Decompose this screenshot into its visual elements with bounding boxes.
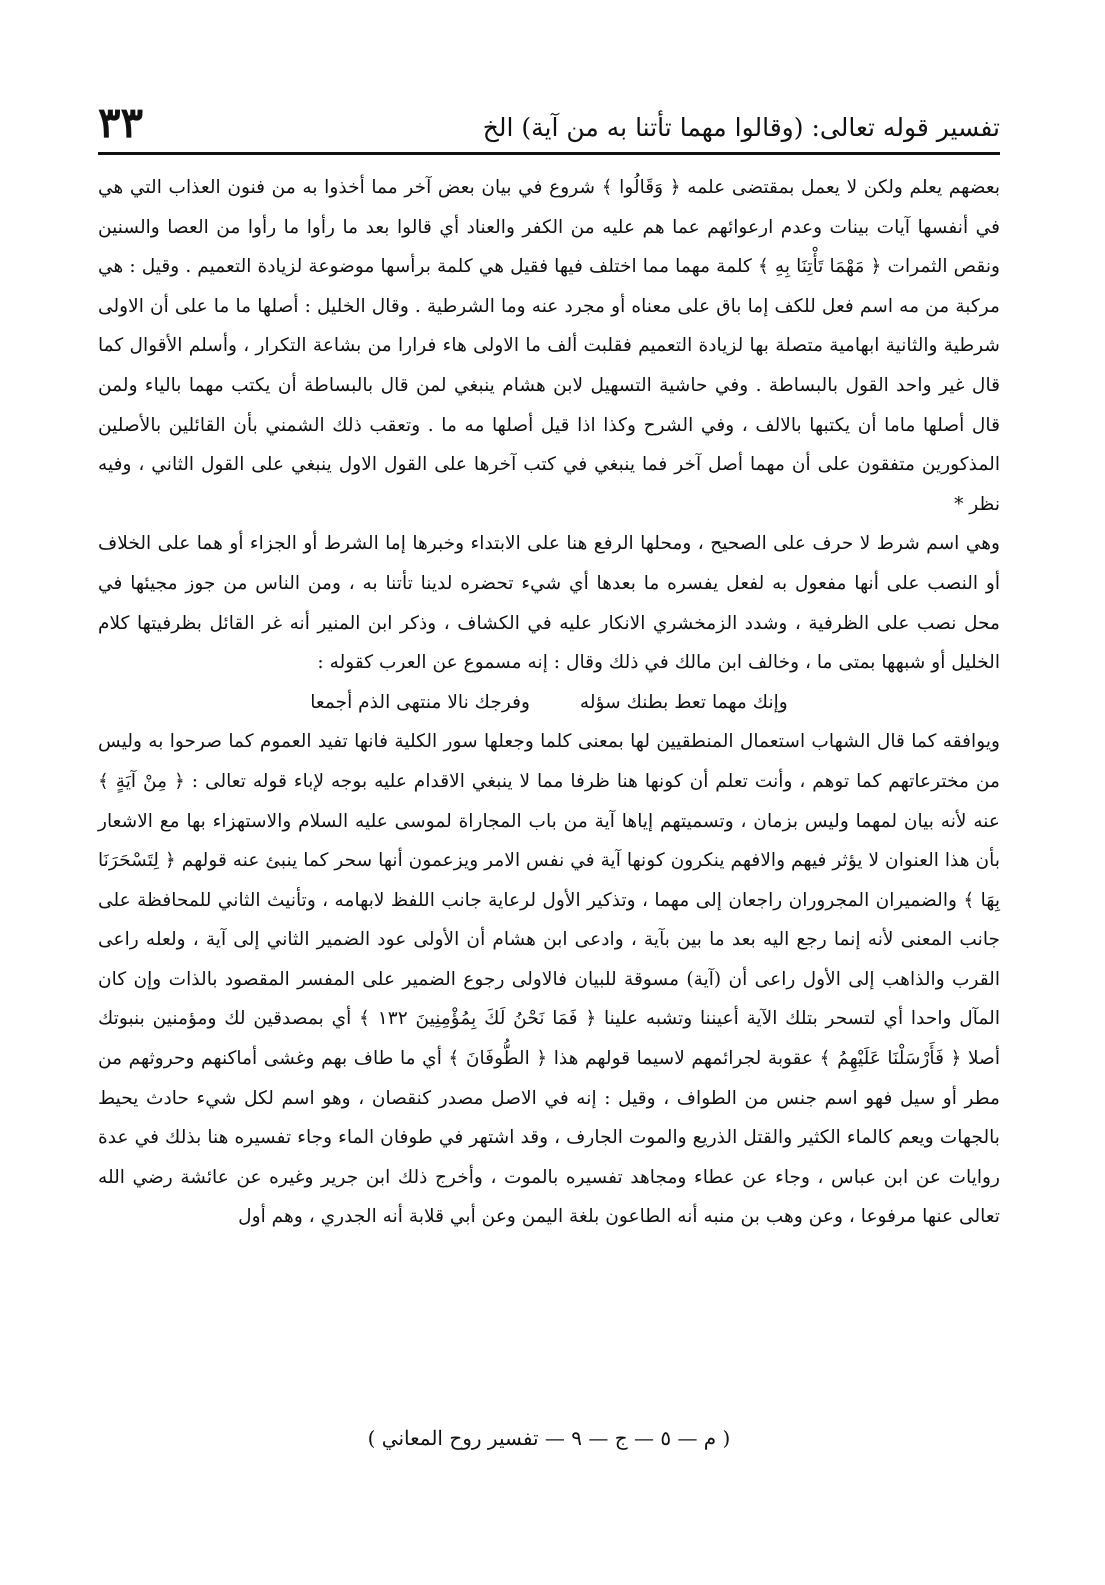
paragraph: ويوافقه كما قال الشهاب استعمال المنطقيين لها بمعنى كلما وجعلها سور الكلية فانها تفيد العموم كما صرحوا به وليس من مخترعاتهم كما توهم ، وأنت تعلم أن كونها هنا ظرفا مما لا ينبغي الاقدام عليه بوجه لإباء قوله تعالى : ﴿ مِنْ آيَةٍ ﴾ عنه لأنه بيان لمهما وليس بزمان ، وتسميتهم إياها آية من باب المجاراة لموسى عليه السلام والاستهزاء بها مع الاشعار بأن هذا العنوان لا يؤثر فيهم والافهم ينكرون كونها آية في نفس الامر ويزعمون أنها سحر كما ينبئ عنه قولهم ﴿ لِتَسْحَرَنَا بِهَا ﴾ والضميران المجروران راجعان إلى مهما ، وتذكير الأول لرعاية جانب اللفظ لابهامه ، وتأنيث الثاني للمحافظة على جانب المعنى لأنه إنما رجع اليه بعد ما بين بآية ، وادعى ابن هشام أن الأولى عود الضمير الثاني إلى آية ، ولعله راعى القرب والذاهب إلى الأول راعى أن (آية) مسوقة للبيان فالاولى رجوع الضمير على المفسر المقصود بالذات وإن كان المآل واحدا أي لتسحر بتلك الآية أعيننا وتشبه علينا ﴿ فَمَا نَحْنُ لَكَ بِمُؤْمِنِينَ ١٣٢ ﴾ أي بمصدقين لك ومؤمنين بنبوتك أصلا ﴿ فَأَرْسَلْنَا عَلَيْهِمُ ﴾ عقوبة لجرائمهم لاسيما قولهم هذا ﴿ الطُّوفَانَ ﴾ أي ما طاف بهم وغشى أماكنهم وحروثهم من مطر أو سيل فهو اسم جنس من الطواف ، وقيل : إنه في الاصل مصدر كنقصان ، وهو اسم لكل شيء حادث يحيط بالجهات ويعم كالماء الكثير والقتل الذريع والموت الجارف ، وقد اشتهر في طوفان الماء وجاء تفسيره هنا بذلك في عدة روايات عن ابن عباس ، وجاء عن عطاء ومجاهد تفسيره بالموت ، وأخرج ذلك ابن جرير وغيره عن عائشة رضي الله تعالى عنها مرفوعا ، وعن وهب بن منبه أنه الطاعون بلغة اليمن وعن أبي قلابة أنه الجدري ، وهم أول [98,731,1000,1228]
page-number: ٣٣ [98,98,144,147]
verse-hemistich-2: وفرجك نالا منتهى الذم أجمعا [310,691,530,713]
main-text [98,168,1000,1237]
poetry-verse [98,683,1000,723]
paragraph: بعضهم يعلم ولكن لا يعمل بمقتضى علمه ﴿ وَقَالُوا ﴾ شروع في بيان بعض آخر مما أخذوا به من فنون العذاب التي هي في أنفسها آيات بينات وعدم ارعوائهم عما هم عليه من الكفر والعناد أي قالوا بعد ما رأوا ما رأوا من العصا والسنين ونقص الثمرات ﴿ مَهْمَا تَأْتِنَا بِهِ ﴾ كلمة مهما مما اختلف فيها فقيل هي كلمة برأسها موضوعة لزيادة التعميم . وقيل : هي مركبة من مه اسم فعل للكف إما باق على معناه أو مجرد عنه وما الشرطية . وقال الخليل : أصلها ما ما على أن الاولى شرطية والثانية ابهامية متصلة بها لزيادة التعميم فقلبت ألف ما الاولى هاء فرارا من بشاعة التكرار ، وأسلم الأقوال كما قال غير واحد القول بالبساطة . وفي حاشية التسهيل لابن هشام ينبغي لمن قال بالبساطة أن يكتب مهما بالياء ولمن قال أصلها ماما أن يكتبها بالالف ، وفي الشرح وكذا اذا قيل أصلها مه ما . وتعقب ذلك الشمني بأن القائلين بالأصلين المذكورين متفقون على أن مهما أصل آخر فما ينبغي في كتب آخرها على القول الاول ينبغي على القول الثاني ، وفيه نظر * [98,177,1000,515]
paragraph: وهي اسم شرط لا حرف على الصحيح ، ومحلها الرفع هنا على الابتداء وخبرها إما الشرط أو الجزاء أو هما على الخلاف أو النصب على أنها مفعول به لفعل يفسره ما بعدها أي شيء تحضره لدينا تأتنا به ، ومن الناس من جوز مجيئها في محل نصب على الظرفية ، وشدد الزمخشري الانكار عليه في الكشاف ، وذكر ابن المنير أنه غر القائل بظرفيتها كلام الخليل أو شبهها بمتى ما ، وخالف ابن مالك في ذلك وقال : إنه مسموع عن العرب كقوله : [98,533,1000,674]
page-header [98,100,1000,155]
verse-hemistich-1: وإنك مهما تعط بطنك سؤله [579,691,788,713]
footer-signature: ( م — ٥ — ج — ٩ — تفسير روح المعاني ) [367,1426,731,1450]
running-title: تفسير قوله تعالى: (وقالوا مهما تأتنا به من آية) الخ [482,113,1000,142]
